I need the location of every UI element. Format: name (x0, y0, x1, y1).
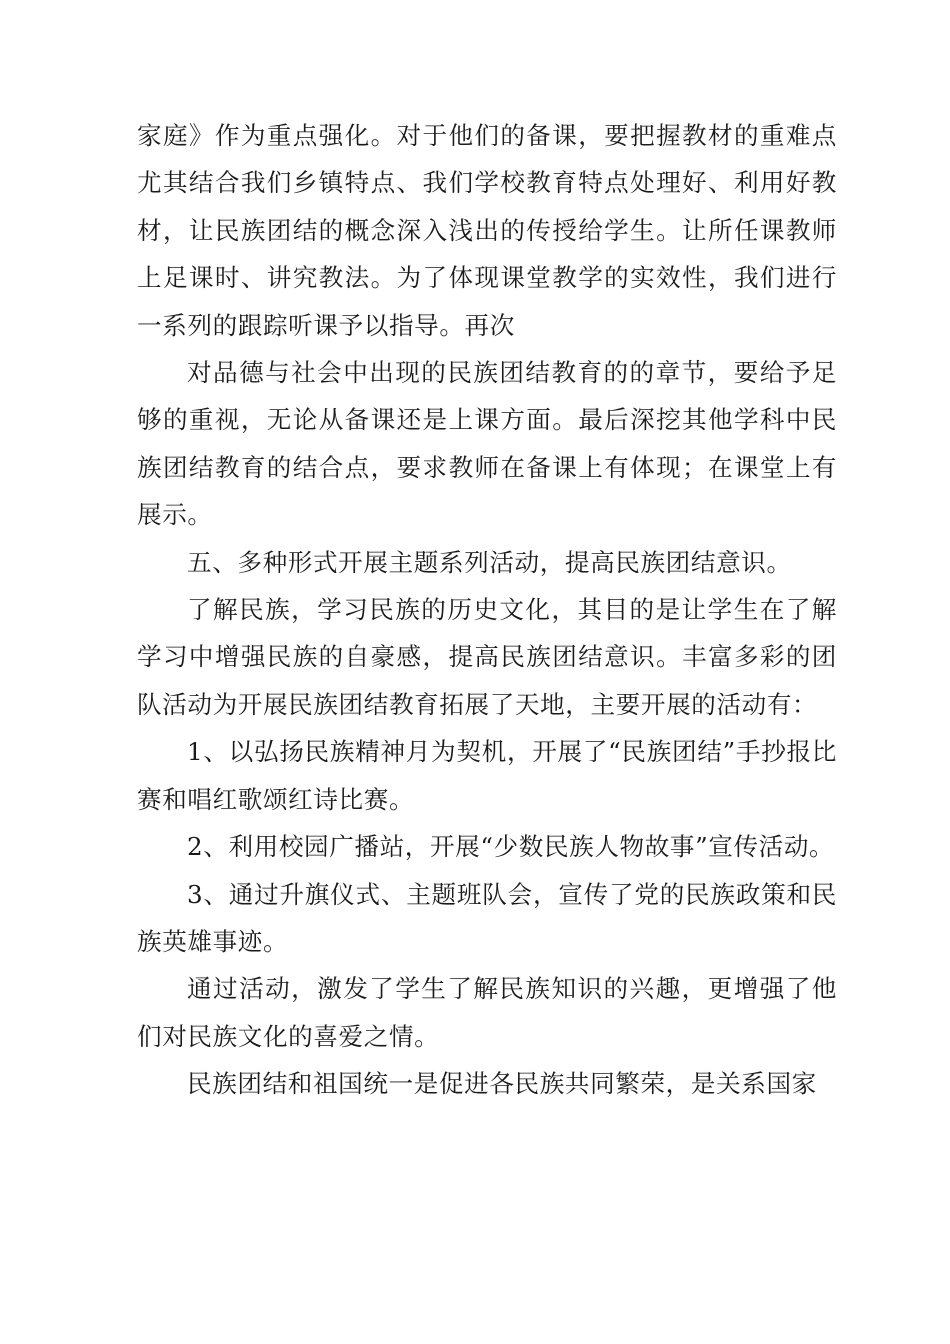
list-item-3: 3、通过升旗仪式、主题班队会，宣传了党的民族政策和民族英雄事迹。 (137, 879, 837, 956)
document-body (137, 112, 837, 1108)
paragraph-9: 民族团结和祖国统一是促进各民族共同繁荣，是关系国家 (187, 1069, 817, 1099)
list-item-2: 2、利用校园广播站，开展“少数民族人物故事”宣传活动。 (187, 832, 835, 862)
paragraph-8: 通过活动，激发了学生了解民族知识的兴趣，更增强了他们对民族文化的喜爱之情。 (137, 974, 837, 1051)
paragraph-1: 家庭》作为重点强化。对于他们的备课，要把握教材的重难点尤其结合我们乡镇特点、我们学校教育特点处理好、利用好教材，让民族团结的概念深入浅出的传授给学生。让所任课教师上足课时、讲究教法。为了体现课堂教学的实效性，我们进行一系列的跟踪听课予以指导。再次 (137, 121, 837, 340)
section-heading-5: 五、多种形式开展主题系列活动，提高民族团结意识。 (187, 547, 792, 577)
paragraph-4: 了解民族，学习民族的历史文化，其目的是让学生在了解学习中增强民族的自豪感，提高民族团结意识。丰富多彩的团队活动为开展民族团结教育拓展了天地，主要开展的活动有： (137, 595, 837, 719)
paragraph-2: 对品德与社会中出现的民族团结教育的的章节，要给予足够的重视，无论从备课还是上课方面。最后深挖其他学科中民族团结教育的结合点，要求教师在备课上有体现；在课堂上有展示。 (137, 358, 837, 530)
list-item-1: 1、以弘扬民族精神月为契机，开展了“民族团结”手抄报比赛和唱红歌颂红诗比赛。 (137, 737, 837, 814)
